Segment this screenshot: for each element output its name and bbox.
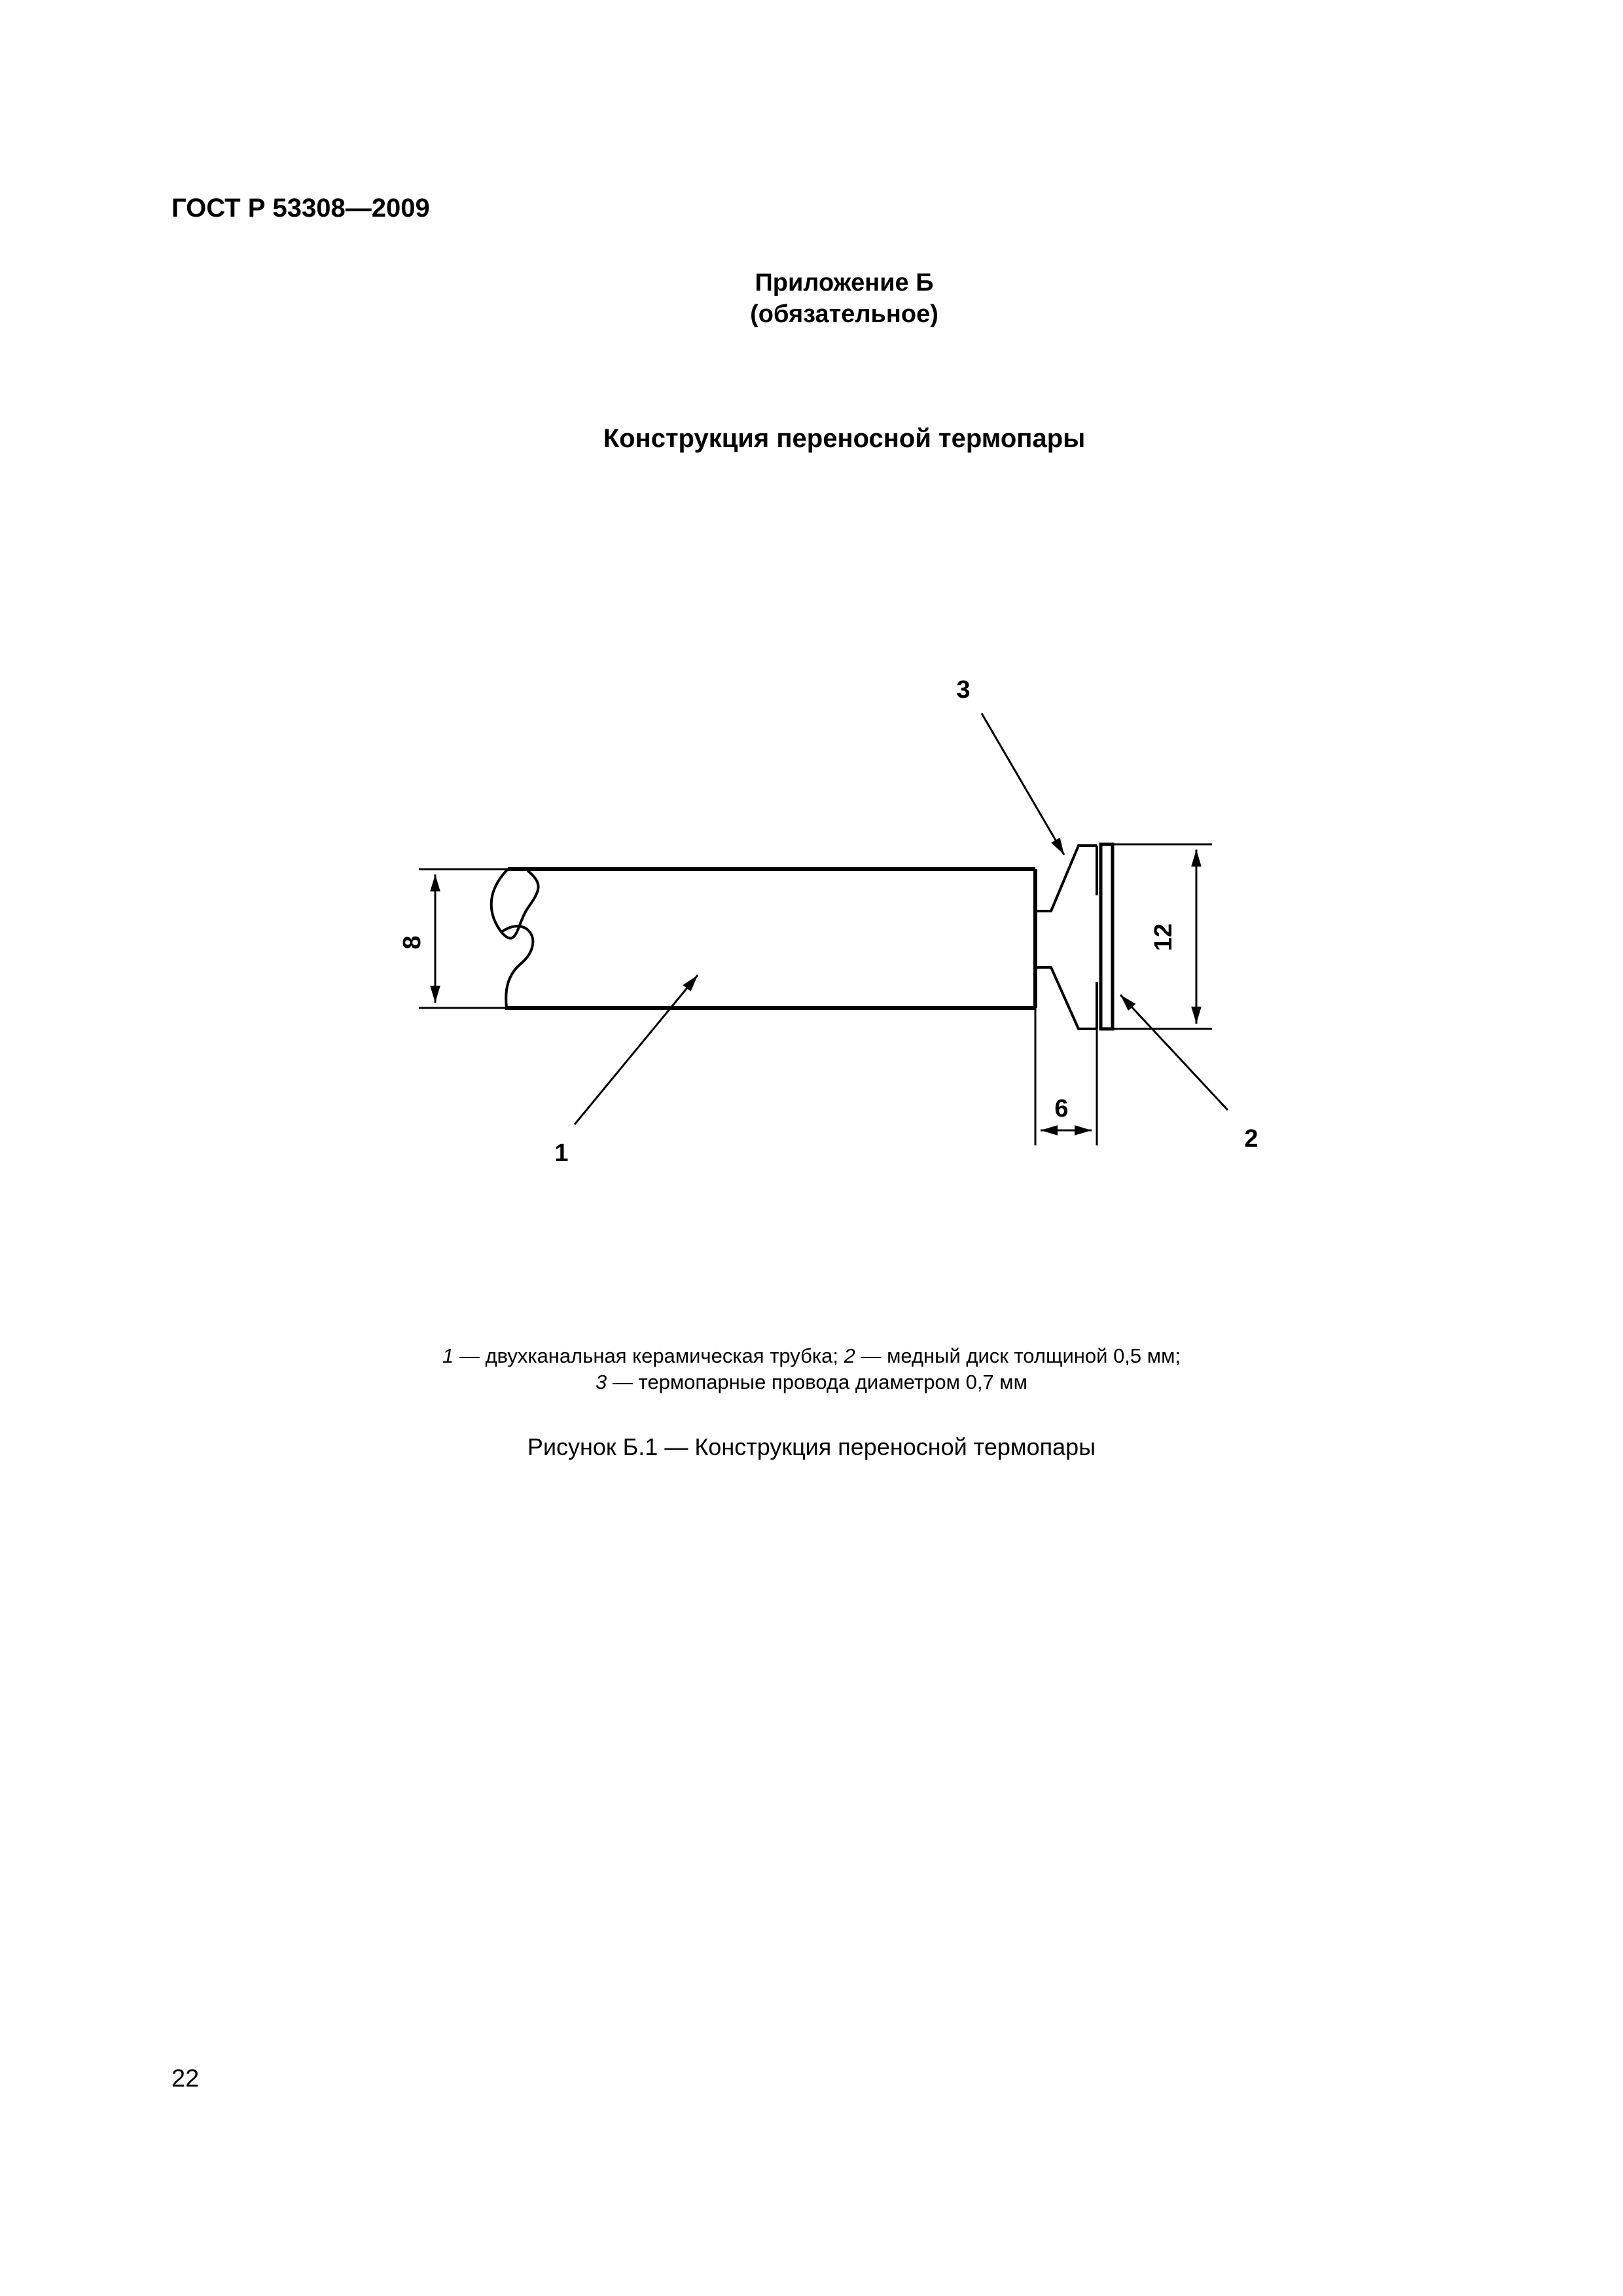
annex-title: Приложение Б	[755, 269, 934, 296]
dimension-label-neck: 6	[1054, 1095, 1069, 1122]
leader-line-3	[982, 713, 1064, 855]
figure-legend	[0, 1343, 1623, 1395]
legend-number-3: 3	[596, 1371, 607, 1393]
legend-text-2: — медный диск толщиной 0,5 мм;	[855, 1344, 1181, 1367]
callout-2: 2	[1244, 1125, 1258, 1153]
legend-text-3: — термопарные провода диаметром 0,7 мм	[607, 1371, 1027, 1393]
legend-text-1: — двухканальная керамическая трубка;	[454, 1344, 844, 1367]
leader-line-2	[1120, 995, 1228, 1110]
legend-line-2	[0, 1369, 1623, 1395]
section-title: Конструкция переносной термопары	[603, 424, 1086, 453]
leader-line-1	[575, 975, 698, 1124]
break-line	[491, 869, 539, 1008]
document-code: ГОСТ Р 53308—2009	[171, 194, 430, 223]
legend-number-1: 1	[442, 1344, 454, 1367]
callout-3: 3	[956, 676, 971, 704]
callout-1: 1	[554, 1139, 569, 1167]
legend-line-1	[0, 1343, 1623, 1369]
thermocouple-wires	[1035, 846, 1097, 1029]
figure-caption: Рисунок Б.1 — Конструкция переносной термопары	[527, 1433, 1096, 1460]
ceramic-tube	[491, 869, 1035, 1008]
page-number: 22	[171, 2065, 200, 2092]
copper-disk	[1101, 844, 1113, 1029]
dimension-label-disk: 12	[1150, 923, 1177, 952]
dimension-label-tube: 8	[399, 935, 426, 950]
annex-status: (обязательное)	[750, 300, 938, 328]
legend-number-2: 2	[844, 1344, 855, 1367]
